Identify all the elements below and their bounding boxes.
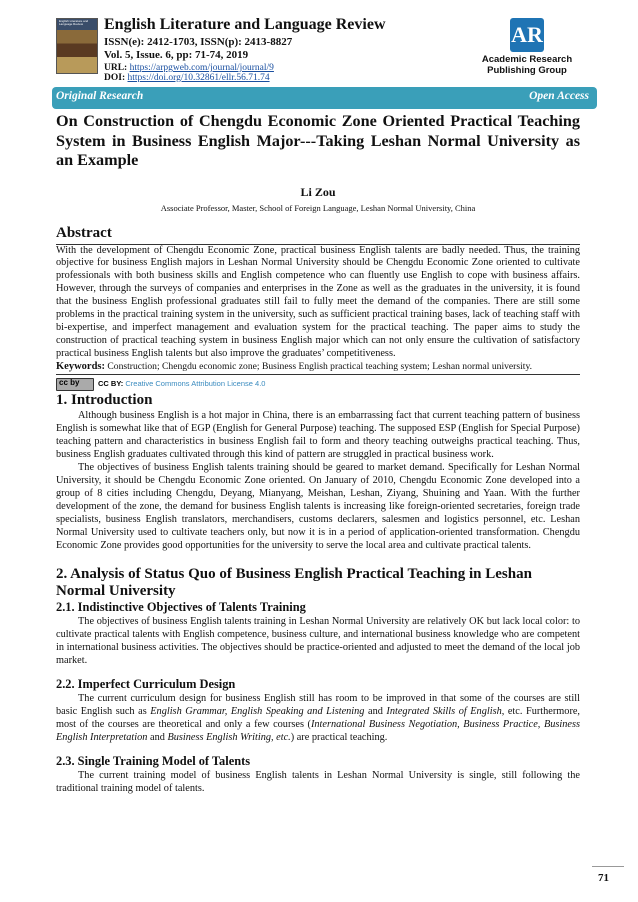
- section-2-2-heading: 2.2. Imperfect Curriculum Design: [56, 676, 236, 691]
- section-2-3-paragraph: The current training model of business English talents in Leshan Normal University is single, still following the traditional training model of talents.: [56, 769, 580, 794]
- article-type-label: Original Research: [56, 90, 144, 102]
- section-1-paragraph-1: Although business English is a hot major in China, there is an embarrassing fact that current teaching pattern of business English is somewhat like that of EGP (English for General Purpose) teaching. The supposed ESP (English for Special Purpose) teaching pattern and characteristics in business English fail to form and theory teaching outweighs practical teaching. Thus, business English graduates cultivated through this kind of pattern are struggled in practical business work.: [56, 409, 580, 460]
- section-2-3-heading: 2.3. Single Training Model of Talents: [56, 753, 251, 768]
- journal-title: English Literature and Language Review: [104, 16, 386, 33]
- page-number: 71: [598, 872, 609, 884]
- url-label: URL:: [104, 63, 128, 73]
- section-2-heading: 2. Analysis of Status Quo of Business English Practical Teaching in Leshan Normal University: [56, 565, 532, 599]
- section-1-heading: 1. Introduction: [56, 391, 153, 408]
- section-2-2-paragraph: The current curriculum design for business English still has room to be improved in that some of the courses are still basic English such as English Grammar, English Speaking and Listening and Integrated Skills of English, etc. Furthermore, most of the courses are theoretical and only a few courses (International Business Negotiation, Business Practice, Business English Interpretation and Business English Writing, etc.) are practical teaching.: [56, 692, 581, 743]
- abstract-heading: Abstract: [56, 225, 580, 245]
- section-2-1-paragraph: The objectives of business English talents training in Leshan Normal University are relatively OK but lack local color: to cultivate practical talents with English competence, business culture, and international business knowledge who are competent in international business activities. The objectives should be practice-oriented and adjusted to meet the demand of the local job market.: [56, 615, 580, 666]
- article-type-band: [52, 87, 597, 109]
- open-access-label: Open Access: [529, 90, 589, 102]
- cover-title: English Literature and Language Review: [59, 19, 89, 26]
- journal-url-link[interactable]: https://arpgweb.com/journal/journal/9: [129, 63, 274, 73]
- issn-line: ISSN(e): 2412-1703, ISSN(p): 2413-8827: [104, 36, 293, 48]
- doi-line: [104, 73, 270, 83]
- abstract-text: With the development of Chengdu Economic Zone, practical business English talents are badly needed. Thus, the training objective for business English majors in Leshan Normal University should be Chengdu Economic Zone oriented to cultivate professionals with both business skills and English competence who can fluently use English to cope with business affairs. However, through the surveys of companies and enterprises in the Zone as well as the graduates in the university, it is found that the business English professional graduates still fail to fully meet the demand of the companies. There are still some problems in the practical training system in the university, such as sufficient practical training bases, lack of teaching staff with bi-expertise, and imperfect management and evaluation system for the practical teaching. The paper aims to study the construction of practical teaching system in business English major which can not only ensure the cultivation of satisfactory practical business English talents but also improve the graduates’ competitiveness.: [56, 244, 580, 359]
- keywords-label: Keywords:: [56, 360, 105, 372]
- doi-label: DOI:: [104, 73, 126, 83]
- license-line: [56, 376, 580, 392]
- cc-by-icon: cc by: [56, 378, 94, 391]
- keywords-text: Construction; Chengdu economic zone; Business English practical teaching system; Leshan normal university.: [107, 360, 533, 372]
- footer-rule: [592, 866, 624, 867]
- journal-cover-image: [56, 18, 98, 74]
- section-2-1-heading: 2.1. Indistinctive Objectives of Talents Training: [56, 599, 306, 614]
- cc-license-link[interactable]: Creative Commons Attribution License 4.0: [125, 378, 266, 388]
- publisher-logo-icon: AR: [510, 18, 544, 52]
- url-line: [104, 63, 274, 73]
- section-1-paragraph-2: The objectives of business English talents training should be geared to market demand. Specifically for Leshan Normal University, it should be Chengdu Economic Zone oriented. On January of 2010, Chengdu Economic Zone developed into a group of 8 cities including Chengdu, Deyang, Mianyang, Meishan, Leshan, Ziyang, Shuining and Yaan. With the further development of the zone, the demand for business English talents is increasing like foreign-oriented secretaries, foreign trade specialists, business English translators, merchandisers, customs declarers, salesmen and logistics personnel, etc. Leshan Normal University used to cultivate teachers only, but now it is in a period of application-oriented transformation. Chengdu Economic Zone provides good opportunities for the university to serve the local area and cultivate practical talents.: [56, 461, 580, 551]
- author-affiliation: Associate Professor, Master, School of Foreign Language, Leshan Normal University, China: [160, 202, 476, 213]
- journal-header: [56, 14, 590, 84]
- author-name: Li Zou: [300, 184, 336, 199]
- keywords-line: [56, 361, 580, 375]
- volume-line: Vol. 5, Issue. 6, pp: 71-74, 2019: [104, 49, 249, 61]
- paper-title: On Construction of Chengdu Economic Zone Oriented Practical Teaching System in Business English Major---Taking Leshan Normal University as an Example: [56, 112, 580, 169]
- publisher-name: Academic Research Publishing Group: [481, 54, 573, 76]
- cc-label: CC BY:: [98, 378, 124, 388]
- article-body: [56, 112, 580, 795]
- doi-link[interactable]: https://doi.org/10.32861/ellr.56.71.74: [127, 73, 270, 83]
